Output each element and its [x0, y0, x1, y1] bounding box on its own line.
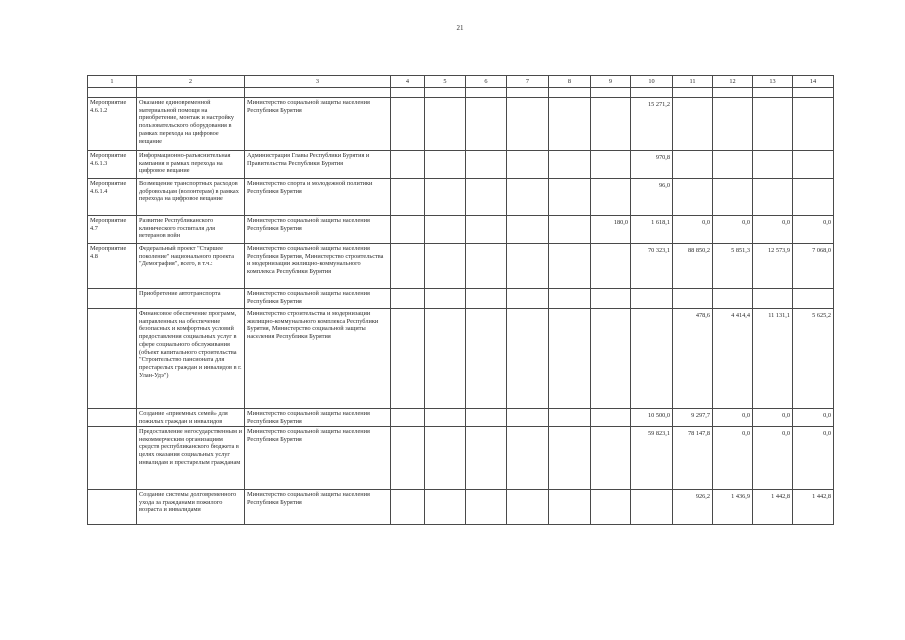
- row-name-cell: Предоставление негосударственным и некоммерческим организациям средств республиканского бюджета в целях оказания социальных услуг инвалидам и престарелым гражданам: [137, 427, 245, 490]
- header-cell-11: 11: [673, 76, 713, 88]
- header-cell-14: 14: [793, 76, 834, 88]
- row-code-cell: Мероприятие 4.7: [88, 216, 137, 244]
- value-cell-col-4: [391, 490, 425, 525]
- page-number: 21: [456, 24, 464, 32]
- value-cell-col-10: 59 823,1: [631, 427, 673, 490]
- value-cell-col-13: [753, 289, 793, 309]
- value-cell-col-8: [549, 409, 591, 427]
- value-cell-col-8: [549, 179, 591, 216]
- value-cell-col-5: [425, 289, 466, 309]
- value-cell-col-10: 1 618,1: [631, 216, 673, 244]
- value-cell-col-11: 88 850,2: [673, 244, 713, 289]
- table-row: [88, 409, 834, 427]
- value-cell-col-12: [713, 179, 753, 216]
- value-cell-col-5: [425, 409, 466, 427]
- value-cell-col-10: [631, 309, 673, 409]
- value-cell-col-6: [466, 244, 507, 289]
- value-cell-col-14: [793, 289, 834, 309]
- value-cell-col-14: 7 068,0: [793, 244, 834, 289]
- value-cell-col-12: 5 851,3: [713, 244, 753, 289]
- value-cell-col-6: [466, 309, 507, 409]
- table-row: [88, 216, 834, 244]
- value-cell-col-4: [391, 244, 425, 289]
- value-cell-col-14: 1 442,8: [793, 490, 834, 525]
- value-cell-col-7: [507, 427, 549, 490]
- header-row: [88, 76, 834, 88]
- row-executor-cell: Администрация Главы Республики Бурятия и Правительства Республики Бурятия: [245, 151, 391, 179]
- value-cell-col-6: [466, 179, 507, 216]
- value-cell-col-8: [549, 427, 591, 490]
- value-cell-col-5: [425, 490, 466, 525]
- value-cell-col-10: [631, 490, 673, 525]
- value-cell-col-12: 1 436,9: [713, 490, 753, 525]
- value-cell-col-9: [591, 151, 631, 179]
- spacer-row: [88, 88, 834, 98]
- row-name-cell: Федеральный проект "Старшее поколение" национального проекта "Демография", всего, в т.ч.:: [137, 244, 245, 289]
- row-code-cell: Мероприятие 4.6.1.4: [88, 179, 137, 216]
- value-cell-col-7: [507, 179, 549, 216]
- table-row: [88, 151, 834, 179]
- value-cell-col-10: 15 271,2: [631, 98, 673, 151]
- row-name-cell: Создание системы долговременного ухода за гражданами пожилого возраста и инвалидами: [137, 490, 245, 525]
- value-cell-col-9: [591, 179, 631, 216]
- table-header: [88, 76, 834, 98]
- value-cell-col-12: 0,0: [713, 409, 753, 427]
- value-cell-col-5: [425, 427, 466, 490]
- value-cell-col-8: [549, 244, 591, 289]
- value-cell-col-13: 12 573,9: [753, 244, 793, 289]
- row-code-cell: [88, 427, 137, 490]
- value-cell-col-9: [591, 309, 631, 409]
- value-cell-col-11: 478,6: [673, 309, 713, 409]
- value-cell-col-13: [753, 179, 793, 216]
- value-cell-col-11: [673, 98, 713, 151]
- row-name-cell: Возмещение транспортных расходов добровольцам (волонтерам) в рамках перехода на цифровое вещание: [137, 179, 245, 216]
- value-cell-col-14: 0,0: [793, 409, 834, 427]
- value-cell-col-7: [507, 309, 549, 409]
- row-code-cell: [88, 289, 137, 309]
- row-executor-cell: Министерство социальной защиты населения Республики Бурятия: [245, 490, 391, 525]
- data-table: [87, 75, 834, 525]
- value-cell-col-11: 926,2: [673, 490, 713, 525]
- row-code-cell: Мероприятие 4.6.1.2: [88, 98, 137, 151]
- value-cell-col-12: [713, 98, 753, 151]
- value-cell-col-4: [391, 309, 425, 409]
- value-cell-col-7: [507, 490, 549, 525]
- value-cell-col-5: [425, 98, 466, 151]
- value-cell-col-8: [549, 490, 591, 525]
- row-name-cell: Оказание единовременной материальной помощи на приобретение, монтаж и настройку пользовательского оборудования в рамках перехода на цифровое вещание: [137, 98, 245, 151]
- value-cell-col-13: 0,0: [753, 216, 793, 244]
- value-cell-col-4: [391, 98, 425, 151]
- value-cell-col-9: 180,0: [591, 216, 631, 244]
- value-cell-col-9: [591, 289, 631, 309]
- row-executor-cell: Министерство социальной защиты населения Республики Бурятия: [245, 98, 391, 151]
- value-cell-col-14: [793, 179, 834, 216]
- value-cell-col-7: [507, 289, 549, 309]
- value-cell-col-8: [549, 289, 591, 309]
- value-cell-col-12: 0,0: [713, 427, 753, 490]
- value-cell-col-5: [425, 151, 466, 179]
- value-cell-col-11: 0,0: [673, 216, 713, 244]
- header-cell-13: 13: [753, 76, 793, 88]
- value-cell-col-6: [466, 409, 507, 427]
- value-cell-col-4: [391, 409, 425, 427]
- value-cell-col-4: [391, 179, 425, 216]
- row-code-cell: [88, 490, 137, 525]
- value-cell-col-8: [549, 151, 591, 179]
- value-cell-col-13: 0,0: [753, 409, 793, 427]
- row-name-cell: Информационно-разъяснительная кампания в рамках перехода на цифровое вещание: [137, 151, 245, 179]
- value-cell-col-9: [591, 427, 631, 490]
- value-cell-col-4: [391, 216, 425, 244]
- value-cell-col-11: [673, 151, 713, 179]
- value-cell-col-10: 10 500,0: [631, 409, 673, 427]
- value-cell-col-14: [793, 98, 834, 151]
- header-cell-3: 3: [245, 76, 391, 88]
- value-cell-col-10: 970,8: [631, 151, 673, 179]
- row-executor-cell: Министерство социальной защиты населения Республики Бурятия, Министерство строительства и модернизации жилищно-коммунального комплекса Республики Бурятия: [245, 244, 391, 289]
- value-cell-col-14: 0,0: [793, 216, 834, 244]
- row-name-cell: Создание «приемных семей» для пожилых граждан и инвалидов: [137, 409, 245, 427]
- value-cell-col-9: [591, 98, 631, 151]
- header-cell-8: 8: [549, 76, 591, 88]
- value-cell-col-12: 4 414,4: [713, 309, 753, 409]
- value-cell-col-11: [673, 179, 713, 216]
- header-cell-12: 12: [713, 76, 753, 88]
- value-cell-col-4: [391, 289, 425, 309]
- value-cell-col-6: [466, 151, 507, 179]
- header-cell-6: 6: [466, 76, 507, 88]
- value-cell-col-4: [391, 427, 425, 490]
- table-row: [88, 244, 834, 289]
- value-cell-col-12: [713, 151, 753, 179]
- value-cell-col-12: [713, 289, 753, 309]
- value-cell-col-13: 0,0: [753, 427, 793, 490]
- row-name-cell: Финансовое обеспечение программ, направленных на обеспечение безопасных и комфортных условий предоставления социальных услуг в сфере социального обслуживания (объект капитального строительства "Строительство пансионата для престарелых граждан и инвалидов в г. Улан-Удэ"): [137, 309, 245, 409]
- row-executor-cell: Министерство строительства и модернизации жилищно-коммунального комплекса Республики Бурятия, Министерство социальной защиты населения Республики Бурятия: [245, 309, 391, 409]
- value-cell-col-5: [425, 216, 466, 244]
- value-cell-col-9: [591, 244, 631, 289]
- value-cell-col-11: 9 297,7: [673, 409, 713, 427]
- value-cell-col-14: 5 625,2: [793, 309, 834, 409]
- value-cell-col-11: [673, 289, 713, 309]
- row-executor-cell: Министерство социальной защиты населения Республики Бурятия: [245, 289, 391, 309]
- value-cell-col-13: [753, 151, 793, 179]
- row-code-cell: Мероприятие 4.8: [88, 244, 137, 289]
- value-cell-col-8: [549, 98, 591, 151]
- header-cell-10: 10: [631, 76, 673, 88]
- row-executor-cell: Министерство социальной защиты населения Республики Бурятия: [245, 427, 391, 490]
- value-cell-col-10: 96,0: [631, 179, 673, 216]
- value-cell-col-13: [753, 98, 793, 151]
- value-cell-col-11: 78 147,8: [673, 427, 713, 490]
- value-cell-col-6: [466, 98, 507, 151]
- value-cell-col-5: [425, 309, 466, 409]
- row-code-cell: Мероприятие 4.6.1.3: [88, 151, 137, 179]
- table-row: [88, 309, 834, 409]
- value-cell-col-7: [507, 98, 549, 151]
- value-cell-col-13: 1 442,8: [753, 490, 793, 525]
- table-row: [88, 179, 834, 216]
- row-executor-cell: Министерство социальной защиты населения Республики Бурятия: [245, 216, 391, 244]
- value-cell-col-9: [591, 490, 631, 525]
- table-row: [88, 490, 834, 525]
- value-cell-col-5: [425, 244, 466, 289]
- value-cell-col-14: [793, 151, 834, 179]
- row-executor-cell: Министерство спорта и молодежной политики Республики Бурятия: [245, 179, 391, 216]
- value-cell-col-7: [507, 216, 549, 244]
- value-cell-col-4: [391, 151, 425, 179]
- header-cell-5: 5: [425, 76, 466, 88]
- table-row: [88, 427, 834, 490]
- value-cell-col-6: [466, 216, 507, 244]
- value-cell-col-10: 70 323,1: [631, 244, 673, 289]
- row-code-cell: [88, 409, 137, 427]
- row-code-cell: [88, 309, 137, 409]
- value-cell-col-6: [466, 289, 507, 309]
- row-name-cell: Развитие Республиканского клинического госпиталя для ветеранов войн: [137, 216, 245, 244]
- value-cell-col-5: [425, 179, 466, 216]
- value-cell-col-13: 11 131,1: [753, 309, 793, 409]
- value-cell-col-7: [507, 409, 549, 427]
- value-cell-col-8: [549, 309, 591, 409]
- value-cell-col-6: [466, 490, 507, 525]
- value-cell-col-12: 0,0: [713, 216, 753, 244]
- value-cell-col-6: [466, 427, 507, 490]
- table-row: [88, 289, 834, 309]
- header-cell-2: 2: [137, 76, 245, 88]
- value-cell-col-8: [549, 216, 591, 244]
- table-body: [88, 98, 834, 525]
- header-cell-1: 1: [88, 76, 137, 88]
- header-cell-9: 9: [591, 76, 631, 88]
- table-row: [88, 98, 834, 151]
- value-cell-col-7: [507, 151, 549, 179]
- value-cell-col-9: [591, 409, 631, 427]
- header-cell-7: 7: [507, 76, 549, 88]
- header-cell-4: 4: [391, 76, 425, 88]
- value-cell-col-7: [507, 244, 549, 289]
- value-cell-col-14: 0,0: [793, 427, 834, 490]
- row-name-cell: Приобретение автотранспорта: [137, 289, 245, 309]
- value-cell-col-10: [631, 289, 673, 309]
- row-executor-cell: Министерство социальной защиты населения Республики Бурятия: [245, 409, 391, 427]
